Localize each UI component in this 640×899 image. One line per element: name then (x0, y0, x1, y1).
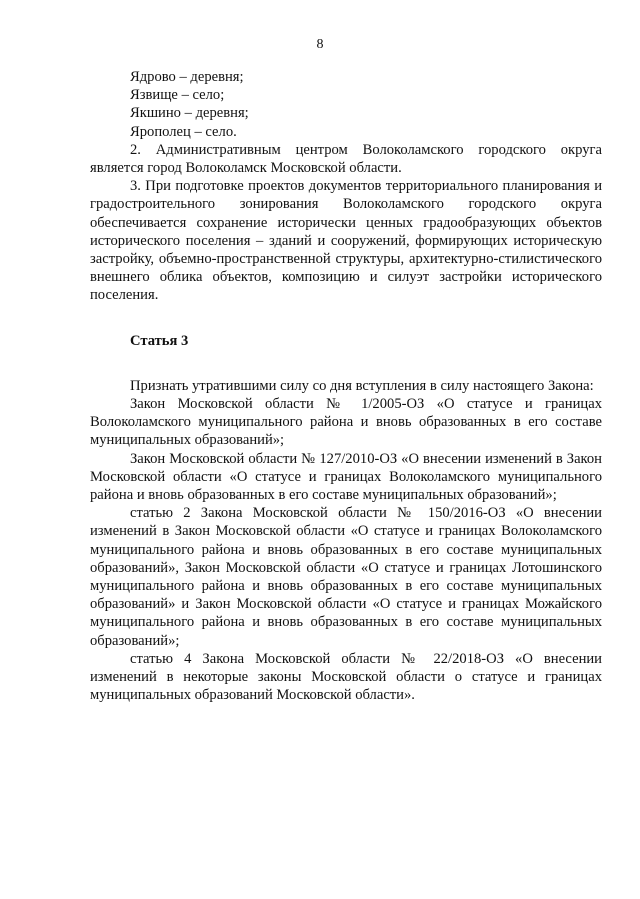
list-item: Ядрово – деревня; (130, 69, 244, 85)
page-number: 8 (316, 37, 324, 52)
list-item: Якшино – деревня; (130, 105, 249, 122)
paragraph-repealed-law-4: статью 4 Закона Московской области № 22/2018-ОЗ «О внесении изменений в некоторые законы Московской области о статусе и границах муниципальных образований Московской области». (90, 650, 602, 704)
list-item: Язвище – село; (130, 87, 225, 104)
settlement-list (90, 68, 602, 141)
article-heading: Статья 3 (130, 332, 189, 349)
list-item: Ярополец – село. (130, 123, 237, 140)
document-body (90, 68, 602, 705)
paragraph-repealed-law-3: статью 2 Закона Московской области № 150/2016-ОЗ «О внесении изменений в Закон Московской области «О статусе и границах Волоколамского муниципального района и вновь образованных в его составе муниципальных образований», Закон Московской области «О статусе и границах Лотошинского муниципального района и вновь образованных в его составе муниципальных образований» и Закон Московской области «О статусе и границах Можайского муниципального района и вновь образованных в его составе муниципальных образований»; (90, 505, 602, 649)
paragraph-repealed-law-1: Закон Московской области № 1/2005-ОЗ «О статусе и границах Волоколамского муниципального района и вновь образованных в его составе муниципальных образований»; (90, 396, 602, 449)
paragraph-admin-center: 2. Административным центром Волоколамского городского округа является город Волоколамск Московской области. (90, 141, 602, 177)
paragraph-repealed-law-2: Закон Московской области № 127/2010-ОЗ «О внесении изменений в Закон Московской области «О статусе и границах Волоколамского муниципального района и вновь образованных в его составе муниципальных образований»; (90, 450, 602, 504)
paragraph-historic-preservation: 3. При подготовке проектов документов территориального планирования и градостроительного зонирования Волоколамского городского округа обеспечивается сохранение исторически ценных градообразующих объектов исторического поселения – зданий и сооружений, формирующих историческую застройку, объемно-пространственной структуры, архитектурно-стилистического внешнего облика объектов, композицию и силуэт застройки исторического поселения. (90, 178, 602, 304)
paragraph-repeal-intro: Признать утратившими силу со дня вступления в силу настоящего Закона: (130, 377, 594, 394)
